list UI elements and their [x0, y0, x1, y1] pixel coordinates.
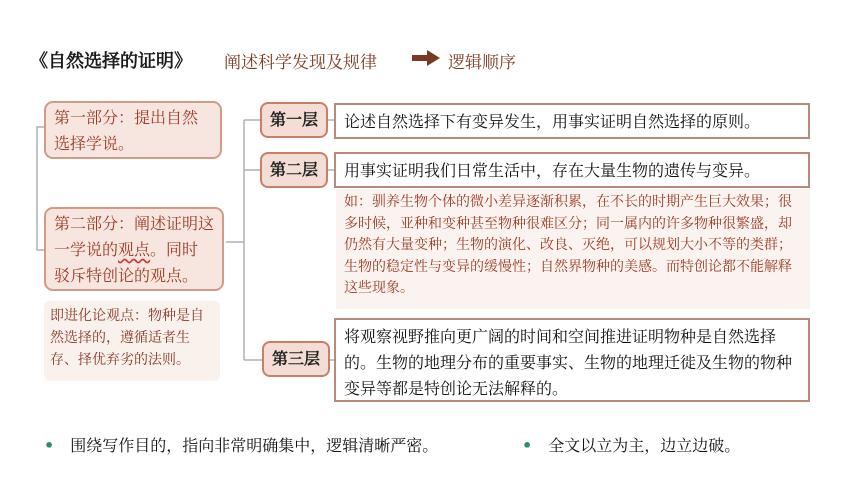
part-two-text-c: 。同时驳斥特创论的观点。	[54, 240, 199, 285]
bullet-text: 全文以立为主，边立边破。	[548, 436, 741, 455]
page-subtitle: 阐述科学发现及规律	[224, 53, 377, 73]
layer-two-label: 第二层	[260, 152, 328, 188]
page-title: 《自然选择的证明》	[30, 51, 192, 72]
layer-three-content: 将观察视野推向更广阔的时间和空间推进证明物种是自然选择的。生物的地理分布的重要事实、生物的地理迁徙及生物的物种变异等都是特创论无法解释的。	[334, 318, 810, 402]
evolution-note: 即进化论观点：物种是自然选择的，遵循适者生存、择优弃劣的法则。	[44, 301, 220, 381]
page-subtitle-logic: 逻辑顺序	[448, 53, 516, 73]
layer-one-content: 论述自然选择下有变异发生，用事实证明自然选择的原则。	[334, 103, 810, 139]
part-two-highlight: 观点	[118, 240, 151, 259]
part-two-box	[44, 207, 224, 291]
part-one-box: 第一部分：提出自然选择学说。	[44, 101, 222, 159]
layer-two-content: 用事实证明我们日常生活中，存在大量生物的遗传与变异。	[334, 152, 810, 188]
bullet-item	[522, 433, 740, 456]
bullet-text: 围绕写作目的，指向非常明确集中，逻辑清晰严密。	[70, 436, 439, 455]
layer-three-label: 第三层	[262, 341, 330, 377]
part-two-text-a: 第二部分：阐述证明这一学说的	[54, 214, 215, 259]
bullet-item	[44, 433, 438, 456]
bullet-dot-icon: •	[522, 436, 533, 455]
bullet-dot-icon: •	[44, 436, 55, 455]
right-arrow-icon	[412, 50, 440, 66]
layer-one-label: 第一层	[260, 102, 328, 138]
layer-two-example: 如：驯养生物个体的微小差异逐渐积累，在不长的时期产生巨大效果；很多时候，亚种和变种甚至物种很难区分；同一属内的许多物种很繁盛，却仍然有大量变种；生物的演化、改良、灭绝，可以规划大小不等的类群；生物的稳定性与变异的缓慢性；自然界物种的美感。而特创论都不能解释这些现象。	[336, 189, 810, 309]
